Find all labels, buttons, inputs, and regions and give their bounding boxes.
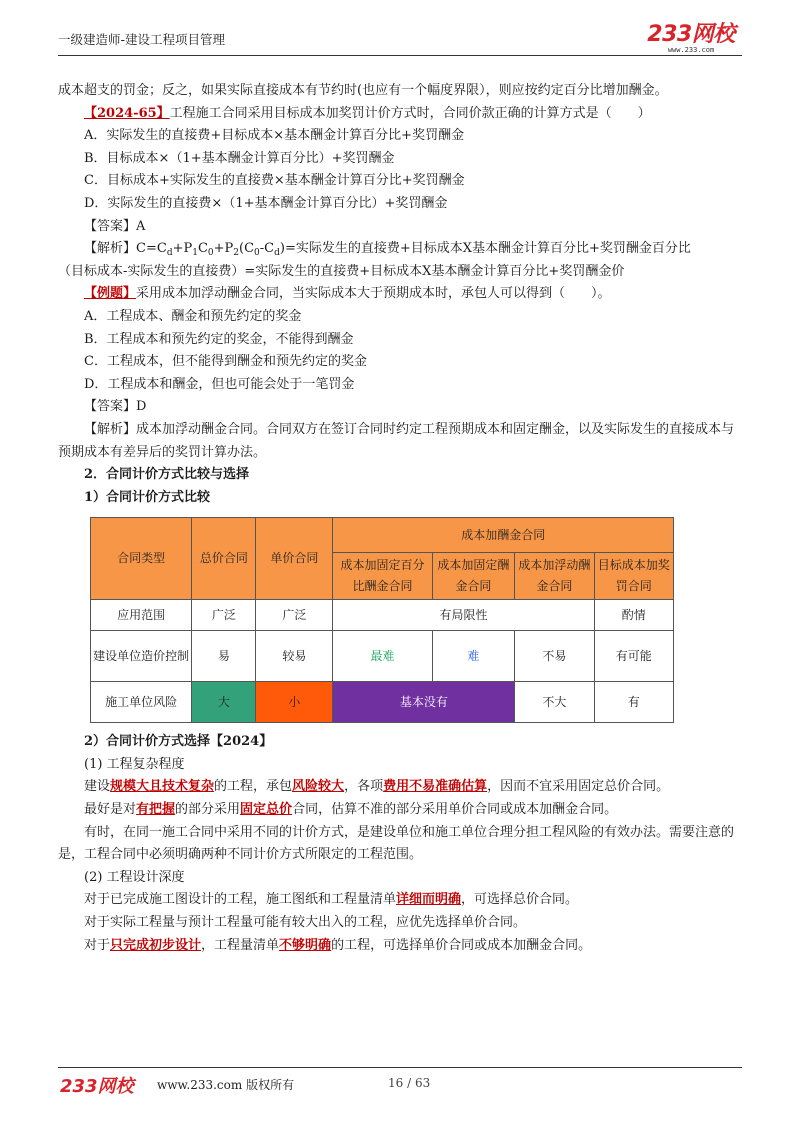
option-d: D．工程成本和酬金，但也可能会处于一笔罚金 xyxy=(84,376,355,392)
table-cell: 广泛 xyxy=(192,600,256,631)
table-cell: 不大 xyxy=(515,682,594,723)
table-cell: 小 xyxy=(256,682,333,723)
contract-comparison-table xyxy=(90,517,674,723)
option-b: B．工程成本和预先约定的奖金，不能得到酬金 xyxy=(84,331,354,347)
option-a: A．工程成本、酬金和预先约定的奖金 xyxy=(84,308,302,324)
paragraph: 有时，在同一施工合同中采用不同的计价方式，是建设单位和施工单位合理分担工程风险的有效办法。需要注意的是，工程合同中必须明确两种不同计价方式所限定的工程范围。 xyxy=(58,824,735,863)
header-target-cost: 目标成本加奖罚合同 xyxy=(594,553,673,600)
section-heading: 2．合同计价方式比较与选择 xyxy=(84,467,250,483)
row-label: 施工单位风险 xyxy=(91,682,192,723)
option-c: C．目标成本+实际发生的直接费×基本酬金计算百分比+奖罚酬金 xyxy=(84,173,465,189)
page-content xyxy=(58,80,742,957)
subsection-heading: 2）合同计价方式选择【2024】 xyxy=(84,734,273,750)
brand-logo[interactable] xyxy=(645,24,737,54)
table-cell: 大 xyxy=(192,682,256,723)
paragraph: 对于只完成初步设计，工程量清单不够明确的工程，可选择单价合同或成本加酬金合同。 xyxy=(84,937,592,953)
paragraph: 对于实际工程量与预计工程量可能有较大出入的工程，应优先选择单价合同。 xyxy=(84,915,527,931)
table-cell: 不易 xyxy=(515,631,594,682)
explanation-formula: 【解析】$C=C_d+P_1C_0+P_2(C_0-C_d)=$实际发生的直接费+目标成本X基本酬金计算百分比+奖罚酬金百分比 xyxy=(84,241,691,259)
header-cost-plus: 成本加酬金合同 xyxy=(333,518,674,553)
paragraph: 对于已完成施工图设计的工程，施工图纸和工程量清单详细而明确，可选择总价合同。 xyxy=(84,892,579,908)
row-label: 建设单位造价控制 xyxy=(91,631,192,682)
table-cell: 最难 xyxy=(333,631,432,682)
option-a: A．实际发生的直接费+目标成本×基本酬金计算百分比+奖罚酬金 xyxy=(84,128,465,144)
footer-copyright: www.233.com 版权所有 xyxy=(157,1078,295,1092)
table-cell: 难 xyxy=(432,631,515,682)
header-cost-plus-fixed: 成本加固定酬金合同 xyxy=(432,553,515,600)
paragraph: 建设规模大且技术复杂的工程，承包风险较大，各项费用不易准确估算，因而不宜采用固定总价合同。 xyxy=(84,779,670,795)
table-row xyxy=(91,682,674,723)
table-cell: 有 xyxy=(594,682,673,723)
footer-logo[interactable]: 233网校 xyxy=(60,1076,134,1097)
option-b: B．目标成本×（1+基本酬金计算百分比）+奖罚酬金 xyxy=(84,150,395,166)
explanation-cont: （目标成本-实际发生的直接费）=实际发生的直接费+目标成本X基本酬金计算百分比+奖罚酬金价 xyxy=(58,263,625,279)
table-cell: 酌情 xyxy=(594,600,673,631)
paragraph: 成本超支的罚金；反之，如果实际直接成本有节约时(也应有一个幅度界限），则应按约定百分比增加酬金。 xyxy=(58,83,668,98)
paragraph: 最好是对有把握的部分采用固定总价合同，估算不准的部分采用单价合同或成本加酬金合同。 xyxy=(84,802,618,818)
header-cost-plus-floating: 成本加浮动酬金合同 xyxy=(515,553,594,600)
logo-text: 233网校 xyxy=(647,22,735,47)
logo-url: www.233.com xyxy=(667,46,715,54)
option-d: D．实际发生的直接费×（1+基本酬金计算百分比）+奖罚酬金 xyxy=(84,195,448,211)
table-cell: 易 xyxy=(192,631,256,682)
answer: 【答案】A xyxy=(84,218,146,234)
option-c: C．工程成本，但不能得到酬金和预先约定的奖金 xyxy=(84,354,367,370)
question-stem: 【2024-65】工程施工合同采用目标成本加奖罚计价方式时，合同价款正确的计算方式是（ ） xyxy=(84,105,651,121)
question-tag: 【2024-65】 xyxy=(84,105,170,121)
header-unit-price: 单价合同 xyxy=(256,518,333,600)
table-cell: 有局限性 xyxy=(333,600,594,631)
question-stem: 【例题】采用成本加浮动酬金合同，当实际成本大于预期成本时，承包人可以得到（ ）。 xyxy=(84,286,611,302)
header-title: 一级建造师-建设工程项目管理 xyxy=(58,32,226,47)
explanation: 【解析】成本加浮动酬金合同。合同双方在签订合同时约定工程预期成本和固定酬金，以及实际发生的直接成本与预期成本有差异后的奖罚计算办法。 xyxy=(58,421,735,460)
subsection-heading: 1）合同计价方式比较 xyxy=(84,489,211,505)
table-cell: 广泛 xyxy=(256,600,333,631)
subsection-item: (2) 工程设计深度 xyxy=(84,869,185,885)
question-tag: 【例题】 xyxy=(84,286,137,302)
header-cost-plus-percentage: 成本加固定百分比酬金合同 xyxy=(333,553,432,600)
footer-divider xyxy=(58,1067,742,1068)
table-cell: 基本没有 xyxy=(333,682,515,723)
page-number: 16 / 63 xyxy=(388,1076,431,1090)
header-contract-type: 合同类型 xyxy=(91,518,192,600)
table-row xyxy=(91,631,674,682)
table-row xyxy=(91,600,674,631)
header-divider xyxy=(58,55,742,56)
answer: 【答案】D xyxy=(84,399,147,415)
table-cell: 有可能 xyxy=(594,631,673,682)
subsection-item: (1) 工程复杂程度 xyxy=(84,756,185,772)
row-label: 应用范围 xyxy=(91,600,192,631)
header-total-price: 总价合同 xyxy=(192,518,256,600)
table-cell: 较易 xyxy=(256,631,333,682)
